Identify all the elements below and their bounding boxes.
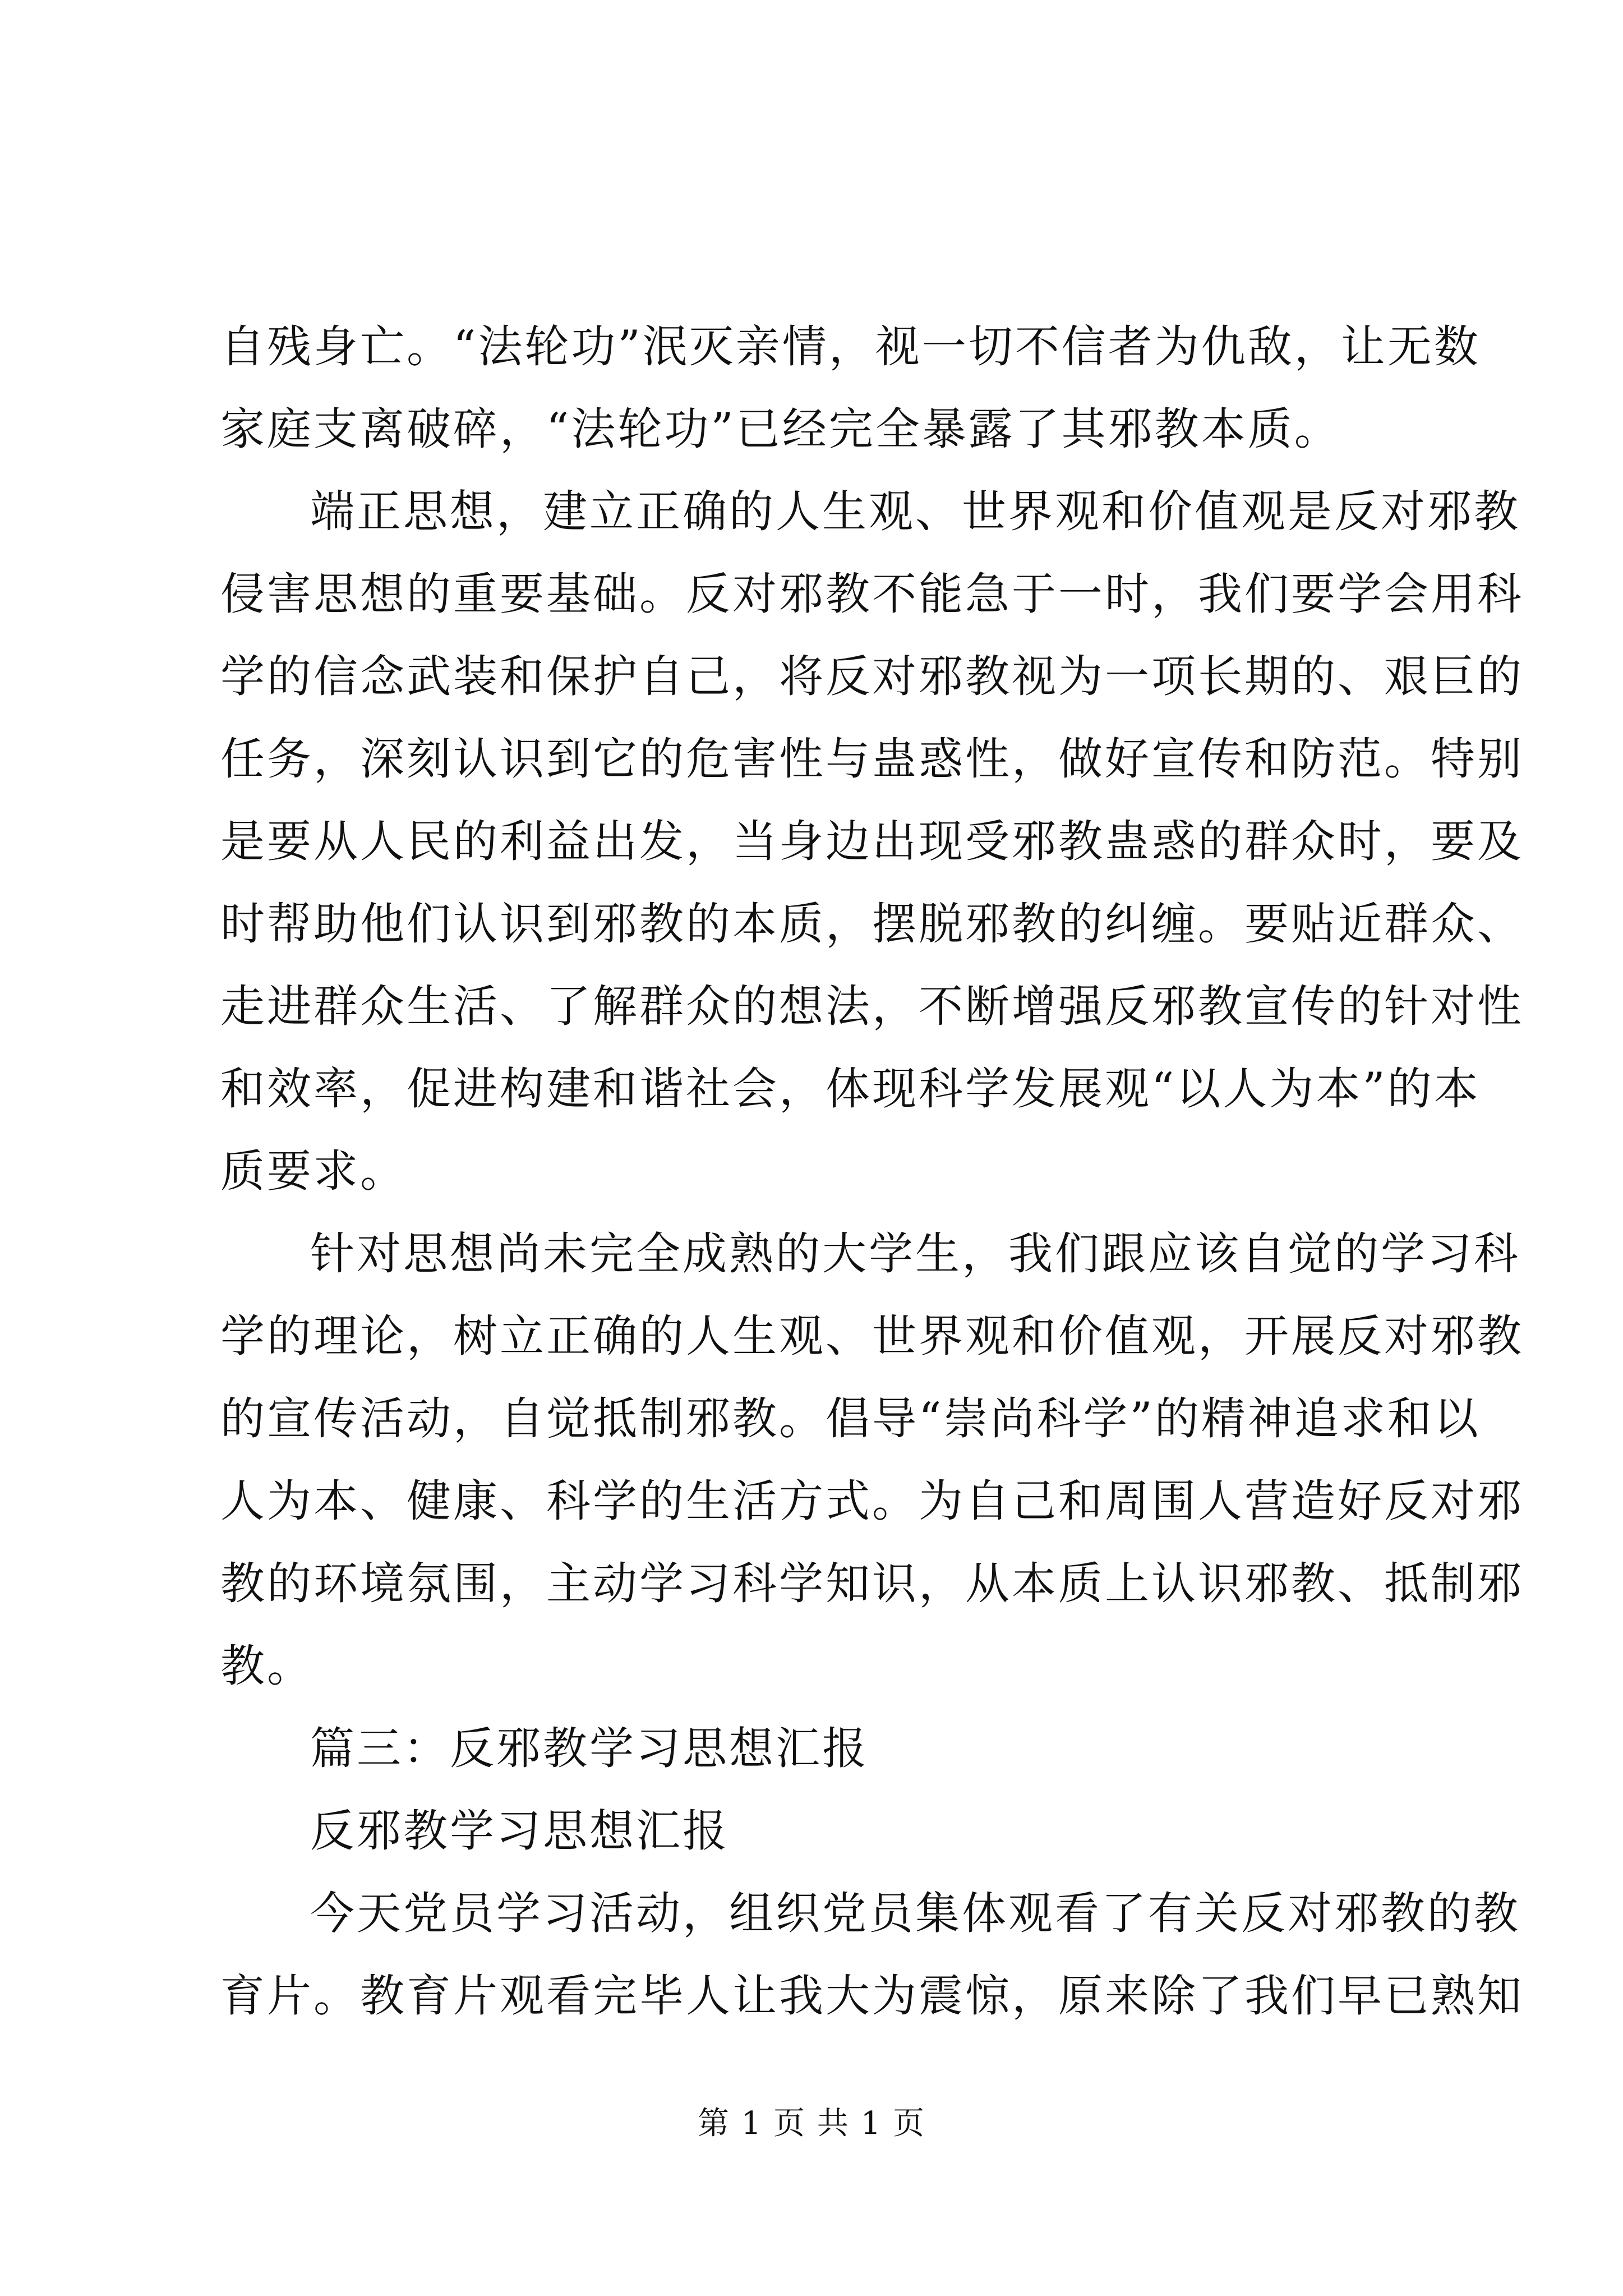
document-title <box>220 1790 1415 1872</box>
text-line: 反邪教学习思想汇报 <box>310 1805 729 1857</box>
document-body <box>220 306 1524 2037</box>
text-line: 学的理论，树立正确的人生观、世界观和价值观，开展反对邪教 <box>220 1310 1524 1362</box>
text-line: 家庭支离破碎，“法轮功”已经完全暴露了其邪教本质。 <box>220 403 1341 455</box>
text-line: 端正思想，建立正确的人生观、世界观和价值观是反对邪教 <box>310 486 1520 537</box>
text-line: 侵害思想的重要基础。反对邪教不能急于一时，我们要学会用科 <box>220 568 1524 620</box>
text-line: 自残身亡。“法轮功”泯灭亲情，视一切不信者为仇敌，让无数 <box>220 321 1481 372</box>
text-line: 的宣传活动，自觉抵制邪教。倡导“崇尚科学”的精神追求和以 <box>220 1393 1481 1444</box>
text-line: 针对思想尚未完全成熟的大学生，我们跟应该自觉的学习科 <box>310 1228 1520 1280</box>
text-line: 教。 <box>220 1640 313 1692</box>
paragraph <box>220 306 1481 471</box>
section-heading <box>220 1708 1415 1790</box>
text-line: 走进群众生活、了解群众的想法，不断增强反邪教宣传的针对性 <box>220 981 1524 1032</box>
text-line: 篇三：反邪教学习思想汇报 <box>310 1723 869 1774</box>
text-line: 学的信念武装和保护自己，将反对邪教视为一项长期的、艰巨的 <box>220 651 1524 702</box>
text-line: 和效率，促进构建和谐社会，体现科学发展观“以人为本”的本 <box>220 1063 1481 1115</box>
paragraph <box>220 1872 1524 2037</box>
text-line: 质要求。 <box>220 1145 407 1197</box>
paragraph <box>220 471 1524 1213</box>
text-line: 今天党员学习活动，组织党员集体观看了有关反对邪教的教 <box>310 1888 1520 1939</box>
text-line: 任务，深刻认识到它的危害性与蛊惑性，做好宣传和防范。特别 <box>220 733 1524 785</box>
text-line: 人为本、健康、科学的生活方式。为自己和周围人营造好反对邪 <box>220 1475 1524 1527</box>
text-line: 教的环境氛围，主动学习科学知识，从本质上认识邪教、抵制邪 <box>220 1558 1524 1609</box>
text-line: 育片。教育片观看完毕人让我大为震惊，原来除了我们早已熟知 <box>220 1970 1524 2022</box>
page-number: 第 1 页 共 1 页 <box>697 2105 926 2142</box>
paragraph <box>220 1213 1524 1708</box>
text-line: 时帮助他们认识到邪教的本质，摆脱邪教的纠缠。要贴近群众、 <box>220 898 1524 950</box>
text-line: 是要从人民的利益出发，当身边出现受邪教蛊惑的群众时，要及 <box>220 816 1524 867</box>
